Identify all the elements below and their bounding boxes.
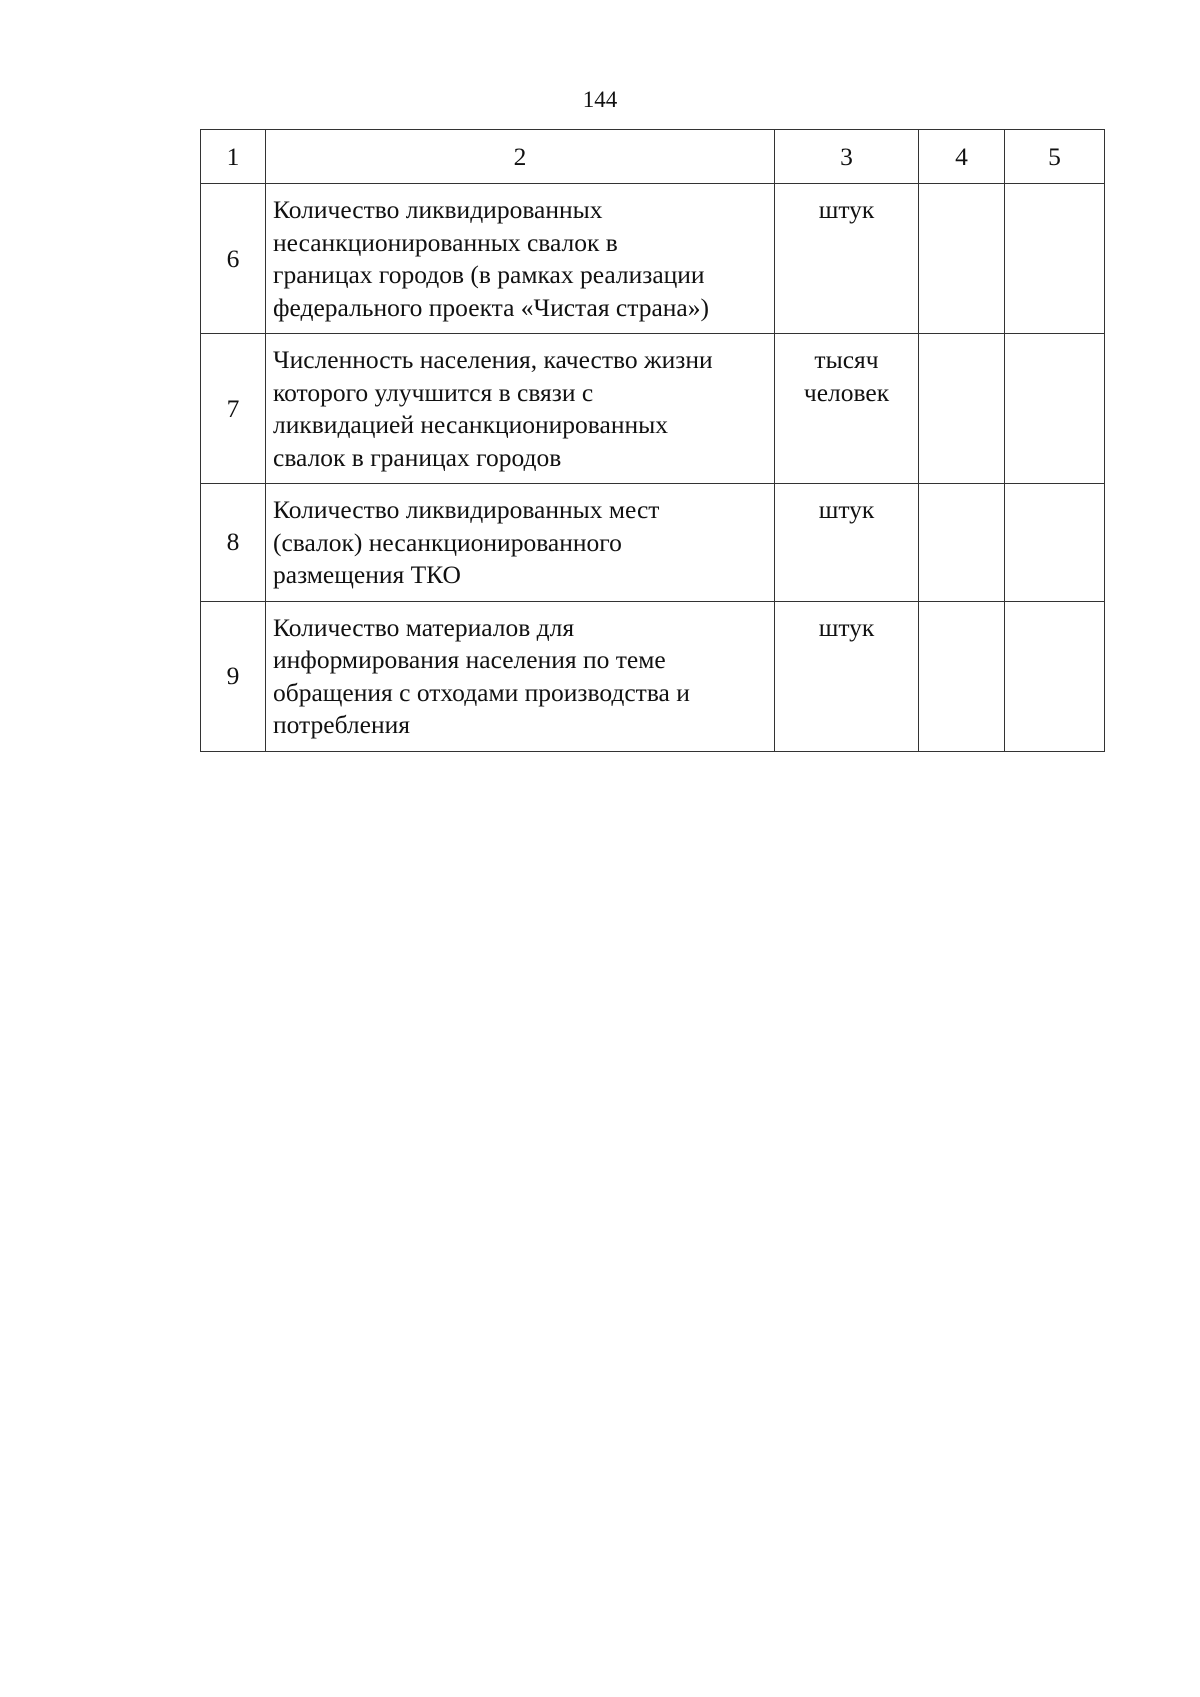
description-line: Численность населения, качество жизни	[273, 345, 713, 374]
page-number: 144	[582, 87, 618, 112]
unit-line: человек	[803, 377, 890, 407]
unit-line: штук	[818, 195, 875, 224]
description-line: потребления	[273, 710, 410, 739]
description-line: информирования населения по теме	[273, 645, 666, 674]
header-cell-3: 3	[775, 130, 919, 184]
row-unit	[775, 184, 919, 334]
row-col5	[1005, 484, 1105, 602]
header-cell-4: 4	[919, 130, 1005, 184]
row-col4	[919, 184, 1005, 334]
row-unit	[775, 484, 919, 602]
row-number: 7	[201, 334, 266, 484]
row-col5	[1005, 601, 1105, 751]
row-col4	[919, 484, 1005, 602]
description-line: Количество ликвидированных мест	[273, 495, 660, 524]
header-cell-2: 2	[266, 130, 775, 184]
row-description	[266, 184, 775, 334]
row-col5	[1005, 334, 1105, 484]
row-unit	[775, 334, 919, 484]
description-line: границах городов (в рамках реализации	[273, 260, 705, 289]
description-line: свалок в границах городов	[273, 442, 562, 472]
row-col5	[1005, 184, 1105, 334]
row-unit	[775, 601, 919, 751]
indicators-table	[200, 129, 1105, 752]
row-description	[266, 334, 775, 484]
table-row	[201, 184, 1105, 334]
description-line: несанкционированных свалок в	[273, 227, 618, 257]
row-description	[266, 601, 775, 751]
row-number: 8	[201, 484, 266, 602]
unit-line: штук	[818, 612, 875, 642]
table-row	[201, 334, 1105, 484]
header-cell-1: 1	[201, 130, 266, 184]
description-line: Количество материалов для	[273, 612, 575, 642]
table-row	[201, 601, 1105, 751]
description-line: размещения ТКО	[273, 560, 461, 589]
row-number: 9	[201, 601, 266, 751]
table-row	[201, 484, 1105, 602]
row-col4	[919, 601, 1005, 751]
unit-line: штук	[818, 495, 875, 524]
description-line: Количество ликвидированных	[273, 195, 603, 224]
table-header-row	[201, 130, 1105, 184]
description-line: ликвидацией несанкционированных	[273, 410, 668, 439]
unit-line: тысяч	[814, 345, 879, 374]
row-col4	[919, 334, 1005, 484]
description-line: обращения с отходами производства и	[273, 677, 690, 707]
description-line: федерального проекта «Чистая страна»)	[273, 292, 709, 322]
row-number: 6	[201, 184, 266, 334]
description-line: (свалок) несанкционированного	[273, 527, 622, 557]
description-line: которого улучшится в связи с	[273, 377, 594, 407]
row-description	[266, 484, 775, 602]
header-cell-5: 5	[1005, 130, 1105, 184]
